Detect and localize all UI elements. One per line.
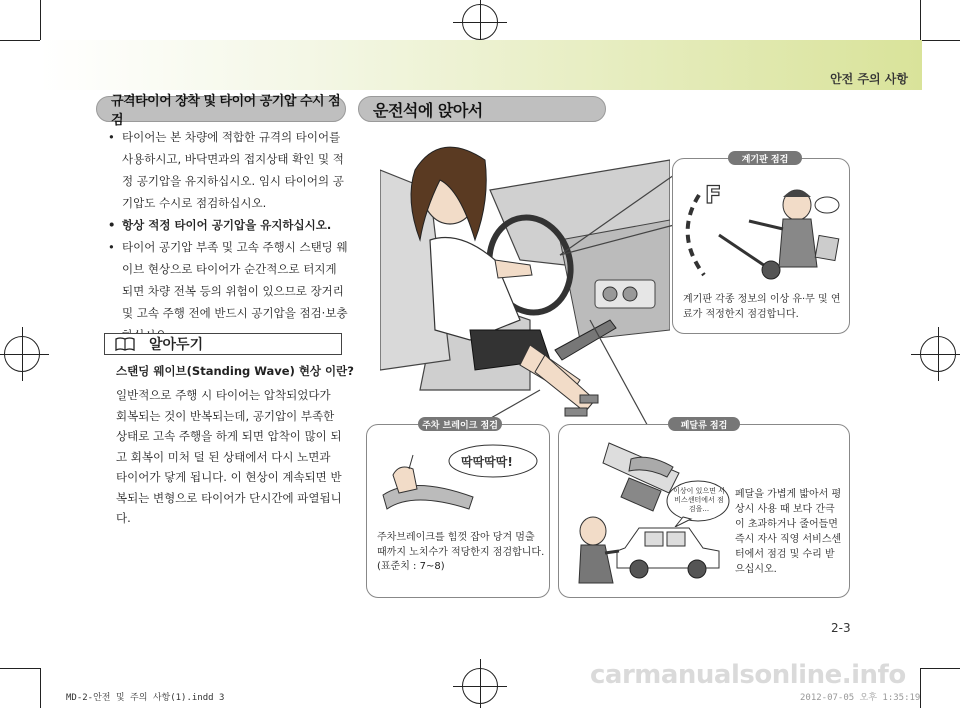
page-number: 2-3 [831,621,851,635]
bullet-item-emphasis: • 항상 적정 타이어 공기압을 유지하십시오. [108,214,348,236]
section-title-tire: 규격타이어 장착 및 타이어 공기압 수시 점검 [96,96,346,122]
bullet-item: • 타이어는 본 차량에 적합한 규격의 타이어를 사용하시고, 바닥면과의 접지상태 확인 및 적정 공기압을 유지하십시오. 임시 타이어의 공기압도 수시로 점검하십시오. [108,126,348,214]
speech-bubble-text: 이상이 있으면 서비스센터에서 점검을... [673,487,725,513]
section-title-driver-seat: 운전석에 앉아서 [358,96,606,122]
watermark: carmanualsonline.info [590,660,906,690]
parking-brake-text: 주차브레이크를 힘껏 잡아 당겨 멈출 때까지 노치수가 적당한지 점검합니다. (표준치 : 7~8) [377,532,545,572]
gauge-check-text: 계기판 각종 정보의 이상 유·무 및 연료가 적정한지 점검합니다. [683,294,841,320]
pedal-check-text: 페달을 가볍게 밟아서 평상시 사용 때 보다 간극이 초과하거나 줄어들면 즉시 자사 직영 서비스센터에서 점검 및 수리 받으십시오. [735,489,842,575]
pedal-check-tag: 페달류 점검 [668,417,740,431]
gauge-letter-f: F [705,181,722,209]
footer-timestamp: 2012-07-05 오후 1:35:19 [800,693,921,703]
note-body: 일반적으로 주행 시 타이어는 압착되었다가 회복되는 것이 반복되는데, 공기압이 부족한 상태로 고속 주행을 하게 되면 압착이 많이 되고 회복이 미처 덜 된 상태에서 다시 노면과 타이어가 닿게 됩니다. 이 현상이 계속되면 반복되는 변형으로 타이어가 단시간에 파열됩니다. [116,388,342,525]
bullet-item: • 타이어 공기압 부족 및 고속 주행시 스탠딩 웨이브 현상으로 타이어가 순간적으로 터지게 되면 차량 전복 등의 위험이 있으므로 장거리 및 고속 주행 전에 반드시 공기압을 점검·보충 [108,236,348,346]
gauge-check-panel [672,158,850,334]
page-header-title: 안전 주의 사항 [830,72,908,86]
parking-brake-panel [366,424,550,598]
pedal-check-panel [558,424,850,598]
footer-file-name: MD-2-안전 및 주의 사항(1).indd 3 [66,693,225,703]
parking-brake-tag: 주차 브레이크 점검 [418,417,502,431]
parking-brake-illustration [373,435,545,530]
gauge-check-tag: 계기판 점검 [728,151,802,165]
note-title: 알아두기 [149,337,204,353]
fuel-gauge-illustration [679,175,845,285]
note-subtitle: 스탠딩 웨이브(Standing Wave) 현상 이란? [116,364,354,378]
brake-sound-text: 딱딱딱딱! [461,455,513,469]
